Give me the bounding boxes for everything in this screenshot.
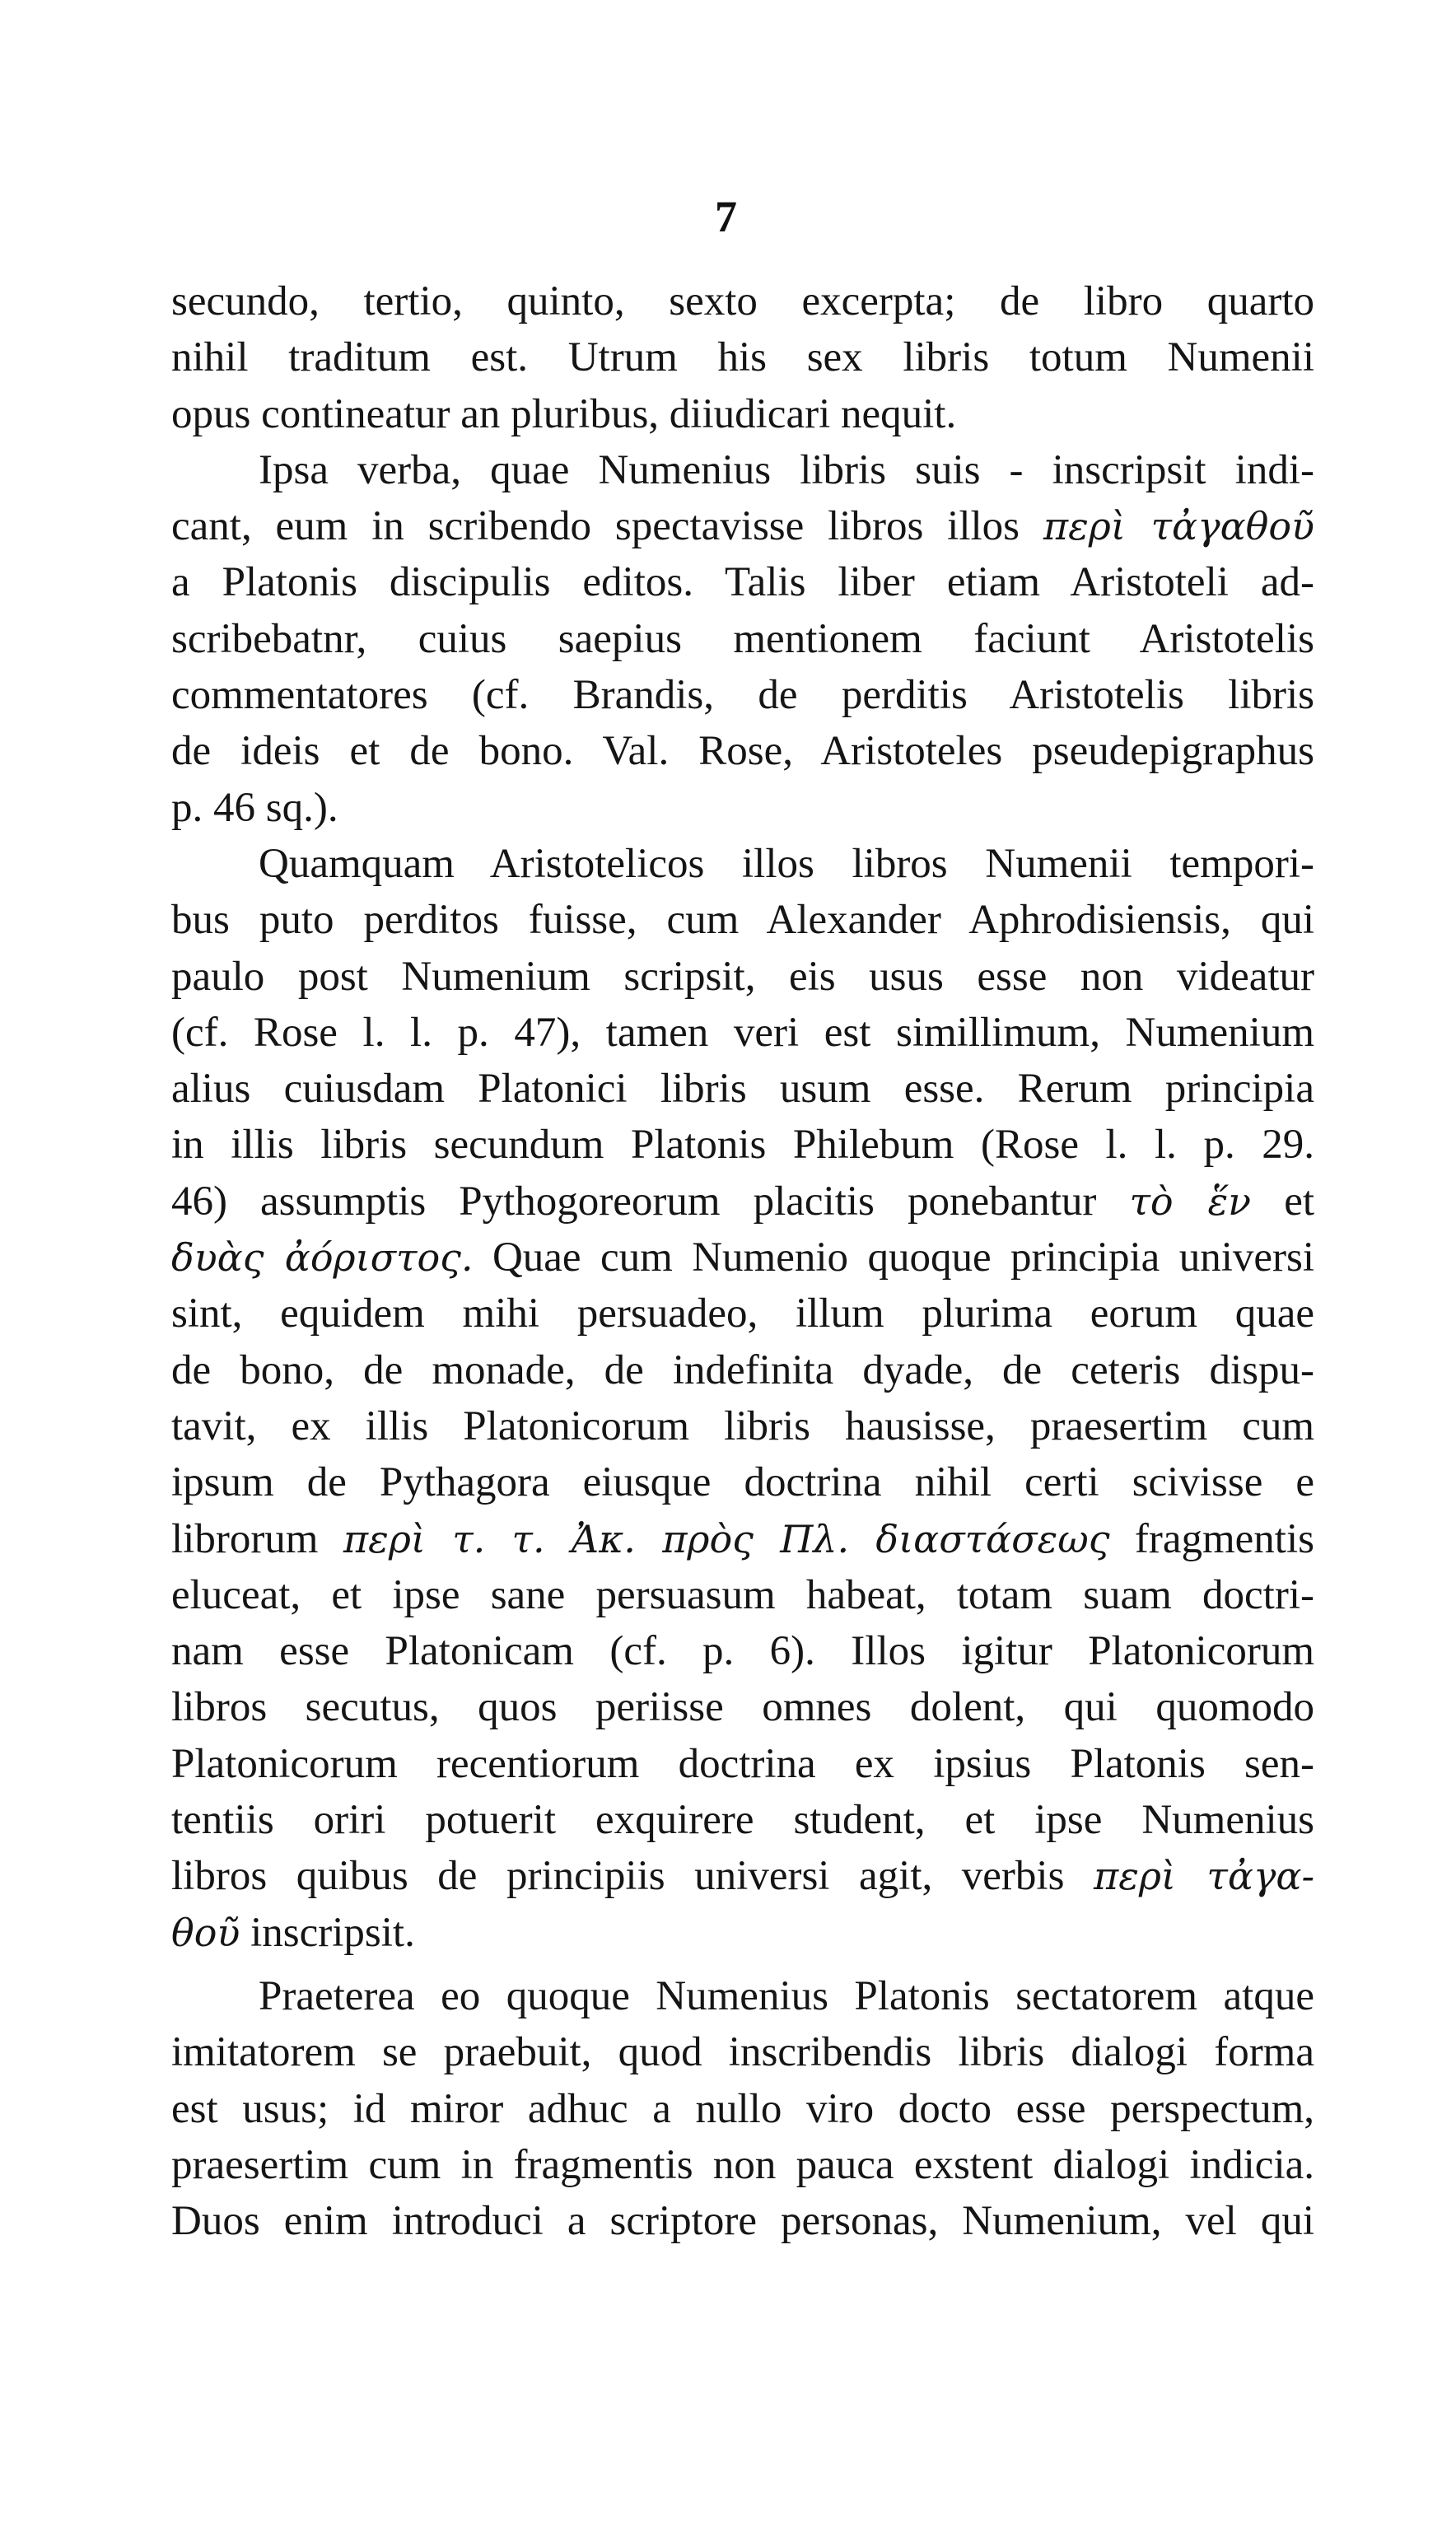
greek-phrase: περὶ τ. τ. Ἀκ. πρὸς Πλ. διαστάσεως (343, 1516, 1110, 1561)
greek-phrase: περὶ τἀγα- (1093, 1854, 1314, 1899)
paragraph-0 (171, 273, 1314, 442)
text-line: nihil traditum est. Utrum his sex libris totum Numenii (171, 334, 1314, 381)
text-line (171, 498, 1314, 554)
text-line (171, 1905, 1314, 1961)
text-line: opus contineatur an pluribus, diiudicari nequit. (171, 390, 957, 437)
main-text (171, 273, 1314, 2249)
text-line: ipsum de Pythagora eiusque doctrina nihil certi scivisse e (171, 1459, 1314, 1506)
text-line: Ipsa verba, quae Numenius libris suis - inscripsit indi- (259, 446, 1314, 493)
text-line: a Platonis discipulis editos. Talis liber etiam Aristoteli ad- (171, 559, 1314, 606)
text-line (171, 1230, 1314, 1286)
text-segment: librorum (171, 1515, 319, 1562)
text-line: eluceat, et ipse sane persuasum habeat, totam suam doctri- (171, 1571, 1314, 1618)
text-line (171, 1848, 1314, 1904)
greek-phrase: δυὰς ἀόριστος. (171, 1235, 474, 1281)
text-segment: Quae cum Numenio quoque principia universi (492, 1234, 1314, 1281)
text-line (171, 1511, 1314, 1567)
paragraph-2 (171, 836, 1314, 1961)
text-line: alius cuiusdam Platonici libris usum esse. Rerum principia (171, 1066, 1314, 1113)
text-line: libros secutus, quos periisse omnes dolent, qui quomodo (171, 1684, 1314, 1731)
text-line: paulo post Numenium scripsit, eis usus esse non videatur (171, 953, 1314, 1000)
text-line: Platonicorum recentiorum doctrina ex ipsius Platonis sen- (171, 1740, 1314, 1787)
text-line: de ideis et de bono. Val. Rose, Aristoteles pseudepigraphus (171, 728, 1314, 775)
text-line: est usus; id miror adhuc a nullo viro docto esse perspectum, (171, 2085, 1314, 2132)
text-line: nam esse Platonicam (cf. p. 6). Illos igitur Platonicorum (171, 1628, 1314, 1675)
greek-phrase: τὸ ἕν (1129, 1178, 1252, 1224)
text-line: secundo, tertio, quinto, sexto excerpta; de libro quarto (171, 278, 1314, 324)
greek-phrase: περὶ τἀγαθοῦ (1043, 504, 1314, 549)
greek-phrase: θοῦ (171, 1910, 240, 1955)
text-line: sint, equidem mihi persuadeo, illum plurima eorum quae (171, 1290, 1314, 1337)
text-line: tavit, ex illis Platonicorum libris hausisse, praesertim cum (171, 1402, 1314, 1449)
text-line: Praeterea eo quoque Numenius Platonis sectatorem atque (259, 1972, 1314, 2019)
text-line: bus puto perditos fuisse, cum Alexander Aphrodisiensis, qui (171, 897, 1314, 944)
text-line: in illis libris secundum Platonis Philebum (Rose l. l. p. 29. (171, 1122, 1314, 1169)
text-line (171, 1174, 1314, 1230)
text-line: tentiis oriri potuerit exquirere student, et ipse Numenius (171, 1797, 1314, 1844)
text-line: scribebatnr, cuius saepius mentionem faciunt Aristotelis (171, 615, 1314, 662)
text-line: de bono, de monade, de indefinita dyade, de ceteris dispu- (171, 1346, 1314, 1393)
text-line: imitatorem se praebuit, quod inscribendis libris dialogi forma (171, 2029, 1314, 2076)
text-segment: et (1284, 1178, 1314, 1225)
text-line: p. 46 sq.). (171, 784, 338, 831)
text-line: (cf. Rose l. l. p. 47), tamen veri est simillimum, Numenium (171, 1009, 1314, 1056)
text-line: commentatores (cf. Brandis, de perditis Aristotelis libris (171, 672, 1314, 719)
paragraph-3 (171, 1968, 1314, 2249)
text-segment: inscripsit. (250, 1909, 415, 1956)
text-line: Duos enim introduci a scriptore personas, Numenium, vel qui (171, 2198, 1314, 2245)
text-line: Quamquam Aristotelicos illos libros Numenii tempori- (259, 840, 1314, 887)
page-number: 7 (715, 192, 737, 241)
text-segment: fragmentis (1134, 1515, 1314, 1562)
text-segment: 46) assumptis Pythogoreorum placitis ponebantur (171, 1178, 1097, 1225)
text-line: praesertim cum in fragmentis non pauca exstent dialogi indicia. (171, 2141, 1314, 2188)
text-segment: cant, eum in scribendo spectavisse libros illos (171, 503, 1020, 550)
paragraph-1 (171, 442, 1314, 836)
text-segment: libros quibus de principiis universi agit, verbis (171, 1853, 1065, 1900)
